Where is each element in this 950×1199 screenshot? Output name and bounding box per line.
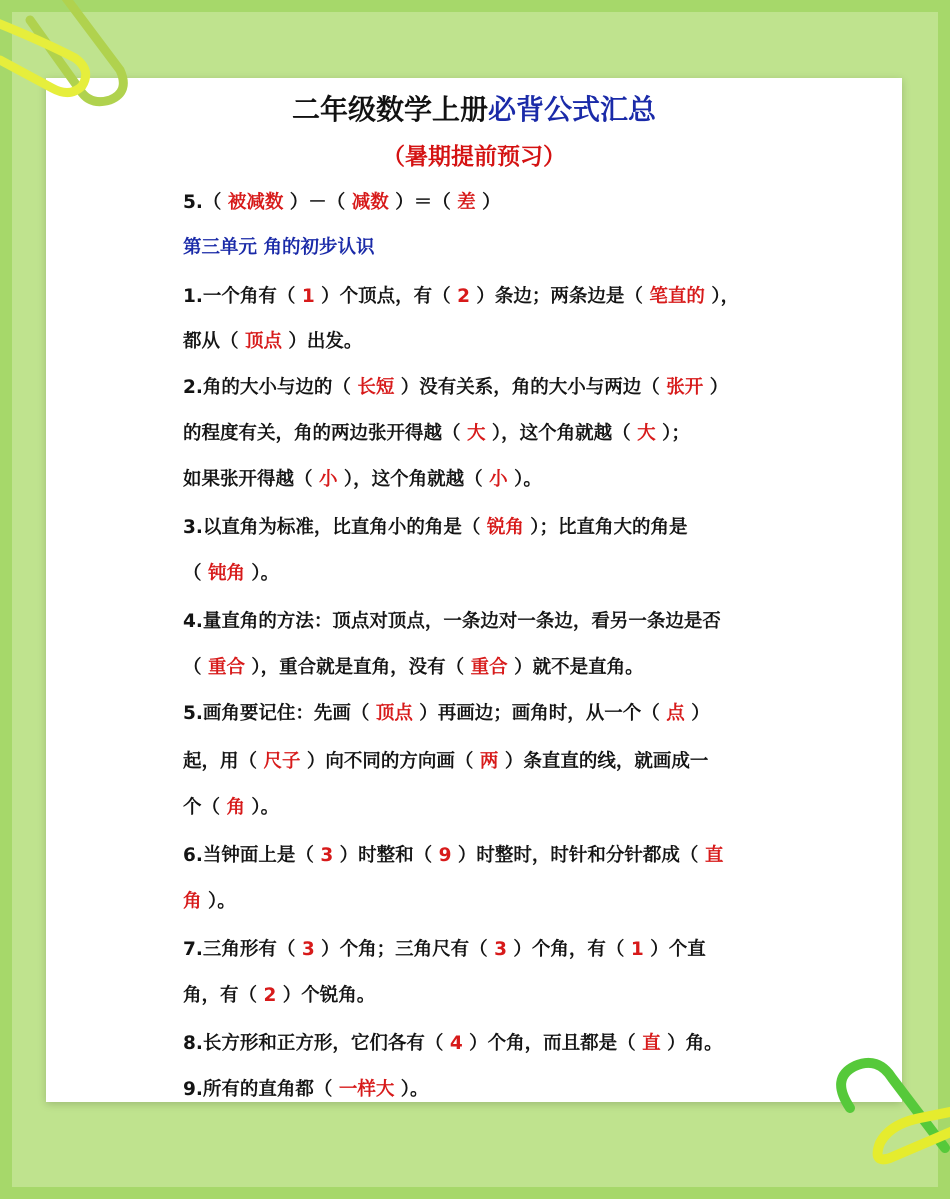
answer-text: 角 xyxy=(183,891,202,912)
answer-text: 重合 xyxy=(470,657,508,678)
formula-line xyxy=(183,514,688,542)
question-text: ）；比直角大的角是 xyxy=(523,517,688,538)
answer-text: 长短 xyxy=(357,377,395,398)
question-text: 2.角的大小与边的（ xyxy=(183,377,358,398)
answer-text: 减数 xyxy=(351,192,389,213)
formula-line xyxy=(183,1076,429,1104)
answer-text: 顶点 xyxy=(244,331,282,352)
formula-line xyxy=(183,466,542,494)
question-text: ）， xyxy=(704,286,740,307)
answer-text: 3 xyxy=(320,845,334,866)
answer-text: 尺子 xyxy=(263,751,301,772)
question-text: 的程度有关，角的两边张开得越（ xyxy=(183,423,467,444)
formula-line xyxy=(183,374,728,402)
question-text: ）。 xyxy=(244,563,280,584)
formula-line xyxy=(183,328,362,356)
answer-text: 顶点 xyxy=(375,703,413,724)
question-text: ），这个角就越（ xyxy=(485,423,638,444)
question-text: ）个锐角。 xyxy=(276,985,376,1006)
answer-text: 直 xyxy=(642,1033,661,1054)
answer-text: 笔直的 xyxy=(649,286,705,307)
answer-text: 一样大 xyxy=(338,1079,395,1100)
formula-line xyxy=(183,283,739,311)
question-text: ） xyxy=(703,377,729,398)
question-text: 个（ xyxy=(183,797,227,818)
answer-text: 4 xyxy=(449,1033,463,1054)
question-text: ）个角；三角尺有（ xyxy=(314,939,495,960)
question-text: ）时整和（ xyxy=(333,845,439,866)
question-text: ）＝（ xyxy=(388,192,458,213)
question-text: ）个角，有（ xyxy=(506,939,631,960)
formula-line xyxy=(183,748,708,776)
question-text: ）个直 xyxy=(643,939,706,960)
question-text: （ xyxy=(183,563,208,584)
question-text: 7.三角形有（ xyxy=(183,939,302,960)
answer-text: 锐角 xyxy=(486,517,524,538)
question-text: 如果张开得越（ xyxy=(183,469,319,490)
section-heading xyxy=(183,234,374,262)
formula-line xyxy=(183,608,721,636)
question-text: 都从（ xyxy=(183,331,245,352)
question-text: ）。 xyxy=(201,891,236,912)
answer-text: 点 xyxy=(666,703,685,724)
answer-text: 2 xyxy=(457,286,470,307)
question-text: ）。 xyxy=(507,469,542,490)
question-text: ）再画边；画角时，从一个（ xyxy=(412,703,667,724)
question-text: ），这个角就越（ xyxy=(337,469,490,490)
page-title xyxy=(46,88,902,128)
answer-text: 小 xyxy=(489,469,508,490)
answer-text: 差 xyxy=(457,192,476,213)
formula-line xyxy=(183,560,279,588)
question-text: ）时整时，时针和分针都成（ xyxy=(451,845,705,866)
question-text: ）就不是直角。 xyxy=(507,657,644,678)
answer-text: 2 xyxy=(263,985,277,1006)
question-text: 1.一个角有（ xyxy=(183,286,302,307)
formula-line xyxy=(183,700,710,728)
question-text: ）； xyxy=(655,423,690,444)
question-text: ）个顶点，有（ xyxy=(314,286,458,307)
answer-text: 张开 xyxy=(666,377,704,398)
answer-text: 3 xyxy=(301,939,315,960)
answer-text: 1 xyxy=(301,286,315,307)
answer-text: 3 xyxy=(494,939,507,960)
question-text: ）没有关系，角的大小与两边（ xyxy=(394,377,667,398)
question-text: ），重合就是直角，没有（ xyxy=(244,657,471,678)
question-text: 4.量直角的方法：顶点对顶点，一条边对一条边，看另一条边是否 xyxy=(183,611,721,632)
document-page xyxy=(46,78,902,1102)
formula-line xyxy=(183,654,644,682)
question-text: 角，有（ xyxy=(183,985,264,1006)
question-text: ）条直直的线，就画成一 xyxy=(498,751,709,772)
question-text: ）。 xyxy=(394,1079,429,1100)
page-subtitle: （暑期提前预习） xyxy=(382,144,566,170)
question-text: （ xyxy=(183,657,208,678)
question-text: 8.长方形和正方形，它们各有（ xyxy=(183,1033,450,1054)
answer-text: 钝角 xyxy=(207,563,245,584)
question-text: ）角。 xyxy=(660,1033,723,1054)
answer-text: 大 xyxy=(466,423,486,444)
formula-line xyxy=(183,936,706,964)
answer-text: 9 xyxy=(438,845,452,866)
question-text: ）－（ xyxy=(283,192,352,213)
formula-line xyxy=(183,420,690,448)
formula-line xyxy=(183,1030,723,1058)
formula-line xyxy=(183,189,501,217)
answer-text: 被减数 xyxy=(227,192,284,213)
question-text: 3.以直角为标准，比直角小的角是（ xyxy=(183,517,487,538)
answer-text: 1 xyxy=(630,939,644,960)
title-part-2: 必背公式汇总 xyxy=(488,93,657,126)
question-text: ）。 xyxy=(244,797,280,818)
question-text: 5.画角要记住：先画（ xyxy=(183,703,376,724)
answer-text: 两 xyxy=(479,751,499,772)
section-heading-text: 第三单元 角的初步认识 xyxy=(183,237,375,258)
answer-text: 重合 xyxy=(207,657,245,678)
question-text: 9.所有的直角都（ xyxy=(183,1079,339,1100)
answer-text: 小 xyxy=(318,469,338,490)
question-text: 6.当钟面上是（ xyxy=(183,845,321,866)
question-text: 5.（ xyxy=(183,192,228,213)
formula-line xyxy=(183,794,279,822)
question-text: 起，用（ xyxy=(183,751,264,772)
question-text: ）条边；两条边是（ xyxy=(469,286,650,307)
question-text: ） xyxy=(684,703,710,724)
formula-line xyxy=(183,842,723,870)
question-text: ）出发。 xyxy=(281,331,363,352)
question-text: ） xyxy=(475,192,501,213)
paper-clip-icon xyxy=(0,0,140,112)
paper-clip-icon xyxy=(810,1048,950,1199)
formula-line xyxy=(183,982,375,1010)
answer-text: 角 xyxy=(226,797,245,818)
question-text: ）个角，而且都是（ xyxy=(462,1033,643,1054)
title-part-1: 二年级数学上册 xyxy=(291,93,488,126)
question-text: ）向不同的方向画（ xyxy=(300,751,480,772)
answer-text: 直 xyxy=(704,845,724,866)
answer-text: 大 xyxy=(637,423,656,444)
formula-line xyxy=(183,888,236,916)
